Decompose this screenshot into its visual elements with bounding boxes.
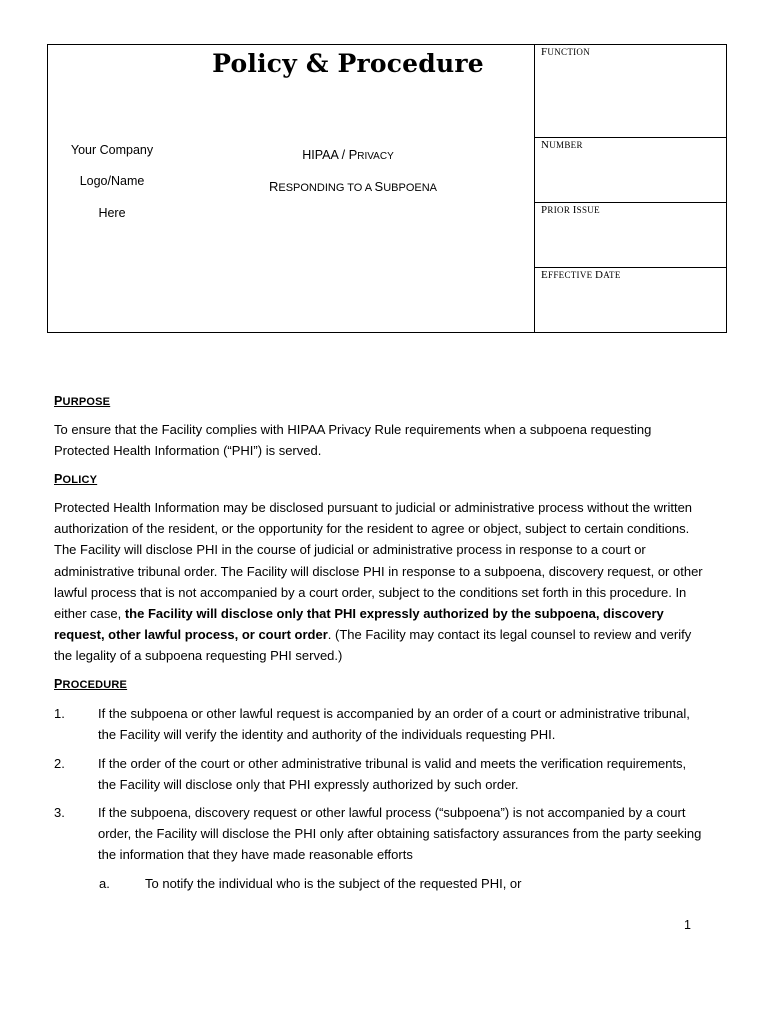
- procedure-sub-item-text: To notify the individual who is the subject of the requested PHI, or: [145, 876, 522, 891]
- procedure-item-number: 2.: [54, 756, 65, 771]
- field-prior-issue: PRIOR ISSUE: [535, 203, 726, 268]
- document-category: HIPAA / PRIVACY: [302, 147, 394, 162]
- field-function: FUNCTION: [535, 45, 726, 138]
- page-number: 1: [684, 918, 691, 932]
- procedure-item-text: If the order of the court or other administrative tribunal is valid and meets the verification requirements, the Facility will disclose only that PHI expressly authorized by such order.: [98, 756, 687, 792]
- header-table: [47, 44, 727, 333]
- document-subject: RESPONDING TO A SUBPOENA: [268, 179, 438, 194]
- procedure-item-number: 3.: [54, 805, 65, 820]
- policy-heading: POLICY: [54, 472, 98, 486]
- policy-text: Protected Health Information may be disclosed pursuant to judicial or administrative process without the written authorization of the resident, or the opportunity for the resident to agree or object, subject to certain conditions. The Facility will disclose PHI in the course of judicial or administrative process in response to a court or administrative tribunal order. The Facility will disclose PHI in response to a subpoena, discovery request, or other lawful process that is not accompanied by a court order, subject to the conditions set forth in this procedure. In either case, the Facility will disclose only that PHI expressly authorized by the subpoena, discovery request, other lawful process, or court order. (The Facility may contact its legal counsel to review and verify the legality of a subpoena requesting PHI served.): [54, 500, 703, 664]
- logo-placeholder-line-3: Here: [98, 206, 126, 220]
- purpose-text: To ensure that the Facility complies with HIPAA Privacy Rule requirements when a subpoena requesting Protected Health Information (“PHI”) is served.: [54, 422, 652, 459]
- procedure-item-text: If the subpoena, discovery request or other lawful process (“subpoena”) is not accompanied by a court order, the Facility will disclose the PHI only after obtaining satisfactory assurances from the party seeking the information that they have made reasonable efforts: [98, 805, 702, 862]
- procedure-item-text: If the subpoena or other lawful request is accompanied by an order of a court or administrative tribunal, the Facility will verify the identity and authority of the individuals requesting PHI.: [98, 706, 690, 742]
- policy-emphasis: the Facility will disclose only that PHI expressly authorized by the subpoena, discovery request, other lawful process, or court order: [54, 606, 664, 643]
- procedure-item-number: 1.: [54, 706, 65, 721]
- logo-placeholder-line-1: Your Company: [70, 143, 154, 157]
- header-main-cell: [48, 45, 535, 332]
- procedure-sub-item-letter: a.: [99, 876, 110, 891]
- logo-placeholder-line-2: Logo/Name: [79, 174, 145, 188]
- procedure-heading: PROCEDURE: [54, 677, 128, 691]
- field-effective-date: EFFECTIVE DATE: [541, 269, 621, 281]
- purpose-heading: PURPOSE: [54, 394, 111, 408]
- document-title: Policy & Procedure: [212, 49, 484, 78]
- field-number: NUMBER: [535, 138, 726, 203]
- header-fields-column: [535, 45, 726, 332]
